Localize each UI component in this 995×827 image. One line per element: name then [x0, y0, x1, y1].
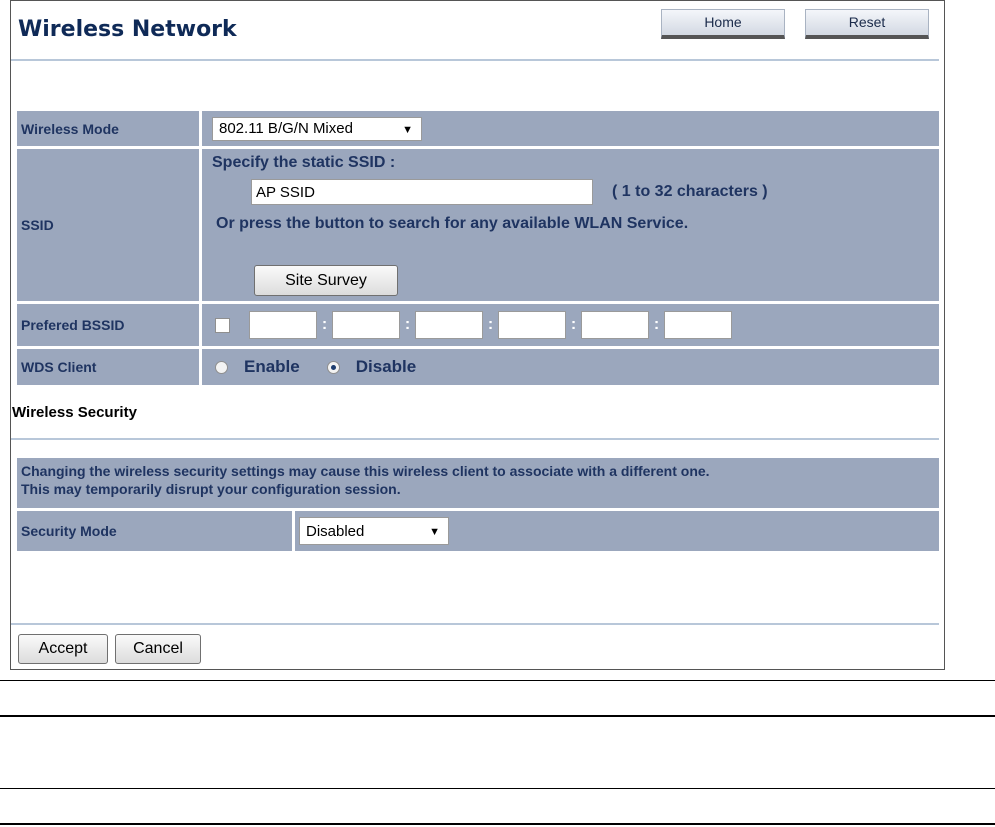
bssid-separator: :	[570, 316, 577, 333]
security-notice	[17, 458, 939, 508]
wireless-security-heading: Wireless Security	[12, 404, 137, 421]
site-survey-button[interactable]: Site Survey	[254, 265, 398, 296]
document-rule	[0, 680, 995, 681]
bssid-octet-3[interactable]	[415, 311, 483, 339]
bssid-octet-6[interactable]	[664, 311, 732, 339]
document-rule	[0, 823, 995, 825]
wds-client-label: WDS Client	[17, 349, 199, 385]
security-divider	[11, 438, 939, 440]
security-mode-row	[17, 511, 939, 551]
security-mode-value: Disabled	[306, 522, 365, 540]
chevron-down-icon: ▼	[429, 526, 440, 538]
wds-client-row	[17, 349, 939, 385]
ssid-specify-text: Specify the static SSID :	[212, 154, 396, 171]
wds-enable-label: Enable	[244, 357, 300, 376]
page-title: Wireless Network	[18, 17, 237, 42]
wireless-mode-cell	[202, 111, 939, 146]
wds-disable-radio[interactable]	[327, 361, 340, 374]
cancel-button[interactable]: Cancel	[115, 634, 201, 664]
bssid-row	[17, 304, 939, 346]
ssid-row	[17, 149, 939, 301]
bssid-cell	[202, 304, 939, 346]
wds-enable-radio[interactable]	[215, 361, 228, 374]
ssid-label: SSID	[17, 149, 199, 301]
bssid-checkbox[interactable]	[215, 318, 230, 333]
ssid-input[interactable]: AP SSID	[251, 179, 593, 205]
bssid-separator: :	[653, 316, 660, 333]
bssid-octet-5[interactable]	[581, 311, 649, 339]
security-mode-cell	[295, 511, 939, 551]
security-mode-label: Security Mode	[17, 511, 292, 551]
chevron-down-icon: ▼	[402, 123, 413, 136]
wds-client-cell	[202, 349, 939, 385]
security-notice-line-1: Changing the wireless security settings may cause this wireless client to associate with a different one.	[21, 463, 710, 479]
ssid-search-text: Or press the button to search for any available WLAN Service.	[216, 215, 689, 232]
bssid-octet-4[interactable]	[498, 311, 566, 339]
wireless-mode-row	[17, 111, 939, 146]
document-rule	[0, 715, 995, 717]
wds-disable-label: Disable	[355, 357, 417, 376]
security-notice-line-2: This may temporarily disrupt your configuration session.	[21, 481, 401, 497]
accept-button[interactable]: Accept	[18, 634, 108, 664]
bssid-octet-1[interactable]	[249, 311, 317, 339]
document-rule	[0, 788, 995, 789]
footer-divider	[11, 623, 939, 625]
reset-button[interactable]: Reset	[805, 9, 929, 39]
ssid-length-hint: ( 1 to 32 characters )	[612, 183, 768, 200]
security-mode-select[interactable]	[299, 517, 449, 545]
wireless-mode-select[interactable]	[212, 117, 422, 141]
ssid-cell	[202, 149, 939, 301]
bssid-separator: :	[487, 316, 494, 333]
home-button[interactable]: Home	[661, 9, 785, 39]
wireless-mode-value: 802.11 B/G/N Mixed	[219, 120, 353, 137]
bssid-separator: :	[404, 316, 411, 333]
header-divider	[11, 59, 939, 61]
bssid-label: Prefered BSSID	[17, 304, 199, 346]
wireless-network-panel	[10, 0, 945, 670]
wireless-mode-label: Wireless Mode	[17, 111, 199, 146]
bssid-separator: :	[321, 316, 328, 333]
bssid-octet-2[interactable]	[332, 311, 400, 339]
